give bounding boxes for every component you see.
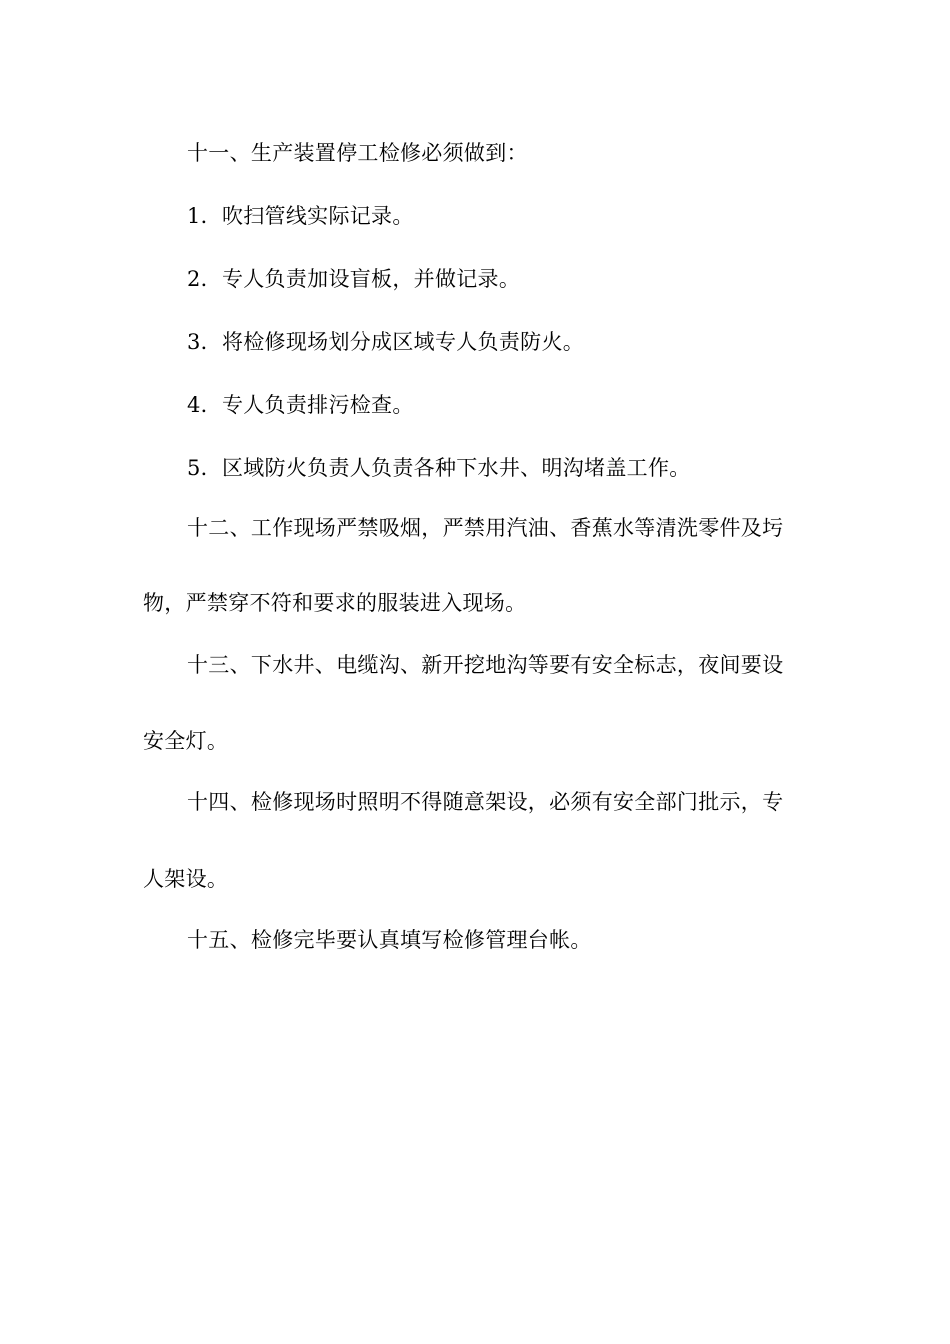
item-11-sub-1: 1．吹扫管线实际记录。: [187, 204, 414, 228]
item-13-line-1: 十三、下水井、电缆沟、新开挖地沟等要有安全标志，夜间要设: [187, 653, 784, 677]
item-12-line-1: 十二、工作现场严禁吸烟，严禁用汽油、香蕉水等清洗零件及圬: [187, 516, 784, 540]
item-11-heading: 十一、生产装置停工检修必须做到：: [187, 141, 528, 165]
item-13-line-2: 安全灯。: [143, 729, 229, 753]
item-11-sub-5: 5．区域防火负责人负责各种下水井、明沟堵盖工作。: [187, 456, 691, 480]
item-14-line-1: 十四、检修现场时照明不得随意架设，必须有安全部门批示，专: [187, 790, 784, 814]
item-11-sub-3: 3．将检修现场划分成区域专人负责防火。: [187, 330, 585, 354]
item-11-sub-2: 2．专人负责加设盲板，并做记录。: [187, 267, 521, 291]
item-15: 十五、检修完毕要认真填写检修管理台帐。: [187, 928, 592, 952]
item-11-sub-4: 4．专人负责排污检查。: [187, 393, 414, 417]
item-12-line-2: 物，严禁穿不符和要求的服装进入现场。: [143, 591, 527, 615]
item-14-line-2: 人架设。: [143, 867, 229, 891]
